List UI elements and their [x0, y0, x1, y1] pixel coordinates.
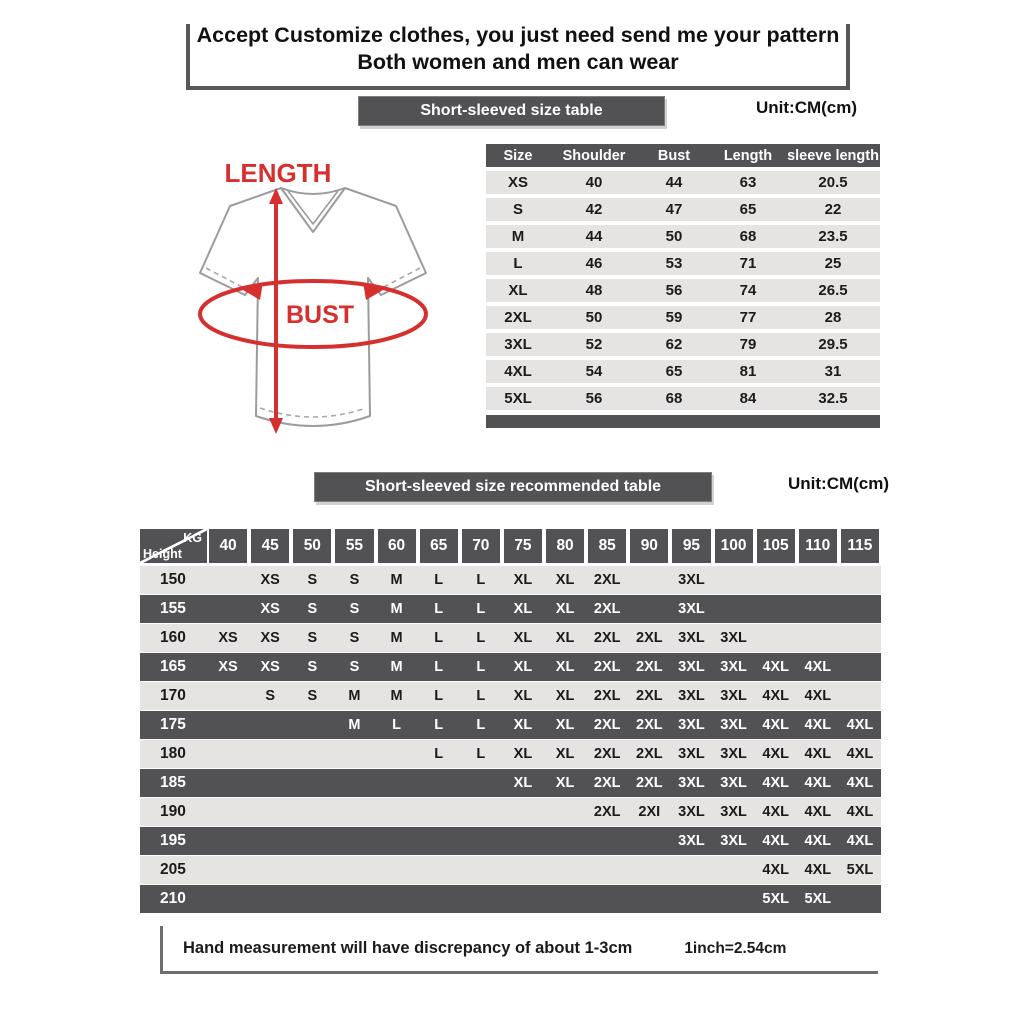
- size-table-row: [486, 198, 880, 221]
- recommended-size-cell: XL: [513, 717, 533, 733]
- recommended-size-cell: M: [390, 688, 403, 704]
- measurement-cell: 48: [550, 279, 638, 302]
- weight-column-header: 50: [293, 529, 331, 563]
- measurement-cell: 56: [638, 279, 710, 302]
- measurement-cell: 50: [638, 225, 710, 248]
- weight-column-header: 95: [672, 529, 710, 563]
- recommended-size-cell: 2XL: [636, 659, 663, 675]
- recommended-table-row: [140, 798, 881, 826]
- recommended-size-cell: 2XL: [636, 630, 663, 646]
- recommended-size-cell: 2XL: [636, 688, 663, 704]
- recommended-size-cell: 4XL: [804, 833, 832, 849]
- measurement-cell: 23.5: [786, 225, 880, 248]
- recommended-size-cell: L: [476, 572, 486, 588]
- size-table-body: [486, 171, 880, 410]
- measurement-cell: 42: [550, 198, 638, 221]
- recommended-table: [140, 529, 881, 914]
- recommended-size-cell: XS: [260, 630, 280, 646]
- recommended-size-cell: 4XL: [762, 717, 789, 733]
- recommended-size-cell: XS: [260, 659, 280, 675]
- measurement-cell: 28: [786, 306, 880, 329]
- recommended-size-cell: S: [307, 572, 318, 588]
- height-row-label: 150: [160, 571, 186, 588]
- weight-column-header: 65: [420, 529, 458, 563]
- recommended-size-cell: S: [349, 601, 360, 617]
- size-table-column-header: Bust: [638, 144, 710, 167]
- recommended-size-cell: 4XL: [846, 775, 874, 791]
- weight-column-header: 110: [799, 529, 837, 563]
- recommended-size-cell: 2XL: [593, 601, 621, 617]
- measurement-cell: 59: [638, 306, 710, 329]
- height-row-label: 175: [160, 716, 186, 733]
- size-table-bottom-bar: [486, 415, 880, 428]
- recommended-size-cell: L: [476, 630, 486, 646]
- recommended-size-cell: L: [434, 572, 444, 588]
- recommended-size-cell: 4XL: [762, 862, 789, 878]
- recommended-size-cell: XS: [260, 572, 280, 588]
- size-table-row: [486, 387, 880, 410]
- measurement-cell: 32.5: [786, 387, 880, 410]
- recommended-size-cell: 3XL: [678, 688, 705, 704]
- size-table: [486, 140, 880, 414]
- recommended-size-cell: 3XL: [678, 775, 705, 791]
- recommended-size-cell: 3XL: [720, 688, 747, 704]
- recommended-table-row: [140, 595, 881, 623]
- measurement-cell: 65: [710, 198, 786, 221]
- title-line-2: Both women and men can wear: [357, 50, 679, 74]
- recommended-size-cell: 4XL: [804, 746, 832, 762]
- recommended-size-cell: M: [348, 717, 361, 733]
- kg-height-corner-cell: [140, 529, 207, 563]
- measurement-cell: 22: [786, 198, 880, 221]
- inch-conversion-note: 1inch=2.54cm: [684, 939, 787, 957]
- height-row-label: 155: [160, 600, 186, 617]
- recommended-size-cell: 4XL: [804, 688, 832, 704]
- measurement-cell: 74: [710, 279, 786, 302]
- weight-column-header: 75: [504, 529, 542, 563]
- recommended-size-cell: 4XL: [762, 775, 789, 791]
- corner-kg-label: KG: [183, 531, 202, 545]
- weight-column-header: 60: [378, 529, 416, 563]
- recommended-size-cell: XL: [513, 746, 533, 762]
- size-table-column-header: Size: [486, 144, 550, 167]
- measurement-cell: 56: [550, 387, 638, 410]
- recommended-size-cell: XL: [555, 659, 575, 675]
- size-table-header-row: [486, 144, 880, 167]
- measurement-cell: 29.5: [786, 333, 880, 356]
- recommended-size-cell: 2XL: [636, 717, 663, 733]
- size-table-row: [486, 252, 880, 275]
- recommended-size-cell: XL: [555, 746, 575, 762]
- recommended-table-row: [140, 769, 881, 797]
- recommended-size-cell: 4XL: [846, 746, 874, 762]
- size-table-column-header: Shoulder: [550, 144, 638, 167]
- recommended-size-cell: S: [265, 688, 276, 704]
- size-table-unit: Unit:CM(cm): [756, 98, 858, 117]
- recommended-size-cell: 4XL: [762, 804, 789, 820]
- measurement-cell: 31: [786, 360, 880, 383]
- recommended-size-cell: 3XL: [678, 659, 705, 675]
- recommended-size-cell: 3XL: [678, 717, 705, 733]
- recommended-size-cell: L: [392, 717, 401, 733]
- recommended-table-row: [140, 653, 881, 681]
- recommended-size-cell: XL: [513, 659, 533, 675]
- recommended-size-cell: S: [349, 572, 360, 588]
- recommended-size-cell: 2XL: [593, 746, 621, 762]
- recommended-size-cell: XL: [555, 572, 575, 588]
- recommended-size-cell: 3XL: [678, 833, 705, 849]
- recommended-size-cell: XL: [513, 601, 533, 617]
- recommended-size-cell: S: [349, 630, 360, 646]
- size-name-cell: M: [486, 225, 550, 248]
- measurement-cell: 25: [786, 252, 880, 275]
- recommended-size-cell: 3XL: [720, 833, 747, 849]
- height-row-label: 185: [160, 774, 186, 791]
- recommended-size-cell: 2XL: [593, 717, 621, 733]
- recommended-size-cell: XL: [513, 572, 533, 588]
- size-name-cell: 5XL: [486, 387, 550, 410]
- measurement-cell: 63: [710, 171, 786, 194]
- size-table-column-header: Length: [710, 144, 786, 167]
- length-arrowhead-bottom: [269, 418, 283, 434]
- recommended-size-cell: 4XL: [846, 833, 874, 849]
- recommended-size-cell: 3XL: [720, 717, 747, 733]
- recommended-size-cell: S: [349, 659, 360, 675]
- recommended-size-cell: XL: [513, 630, 533, 646]
- recommended-size-cell: 3XL: [720, 659, 747, 675]
- recommended-size-cell: 3XL: [720, 804, 747, 820]
- recommended-size-cell: M: [390, 659, 403, 675]
- size-table-row: [486, 225, 880, 248]
- recommended-size-cell: XS: [260, 601, 280, 617]
- title-line-1: Accept Customize clothes, you just need send me your pattern: [196, 23, 840, 47]
- measurement-cell: 65: [638, 360, 710, 383]
- corner-height-label: Height: [143, 547, 182, 561]
- measurement-cell: 68: [710, 225, 786, 248]
- size-table-column-header: sleeve length: [786, 144, 880, 167]
- recommended-size-cell: M: [390, 572, 403, 588]
- recommended-size-cell: M: [348, 688, 361, 704]
- size-name-cell: 4XL: [486, 360, 550, 383]
- bust-label: BUST: [285, 301, 355, 329]
- recommended-size-cell: L: [434, 630, 444, 646]
- recommended-size-cell: XS: [218, 659, 238, 675]
- recommended-size-cell: 3XL: [678, 572, 705, 588]
- height-row-label: 180: [160, 745, 186, 762]
- recommended-size-cell: 5XL: [846, 862, 874, 878]
- recommended-size-cell: M: [390, 601, 403, 617]
- measurement-cell: 50: [550, 306, 638, 329]
- size-name-cell: S: [486, 198, 550, 221]
- recommended-size-cell: XL: [555, 717, 575, 733]
- size-table-heading: Short-sleeved size table: [358, 96, 665, 126]
- measurement-cell: 84: [710, 387, 786, 410]
- recommended-size-cell: 4XL: [804, 659, 832, 675]
- recommended-size-cell: L: [434, 717, 444, 733]
- recommended-table-heading: Short-sleeved size recommended table: [314, 472, 712, 502]
- size-name-cell: L: [486, 252, 550, 275]
- measurement-cell: 81: [710, 360, 786, 383]
- size-name-cell: 3XL: [486, 333, 550, 356]
- recommended-size-cell: XL: [555, 775, 575, 791]
- measurement-note: Hand measurement will have discrepancy of about 1-3cm: [183, 939, 633, 957]
- recommended-size-cell: 4XL: [846, 717, 874, 733]
- measurement-cell: 79: [710, 333, 786, 356]
- recommended-size-cell: 4XL: [804, 775, 832, 791]
- recommended-table-body: [140, 566, 881, 913]
- measurement-cell: 20.5: [786, 171, 880, 194]
- measurement-cell: 77: [710, 306, 786, 329]
- measurement-cell: 40: [550, 171, 638, 194]
- recommended-table-row: [140, 740, 881, 768]
- measurement-cell: 44: [550, 225, 638, 248]
- size-table-row: [486, 279, 880, 302]
- recommended-size-cell: 5XL: [762, 891, 789, 907]
- recommended-size-cell: 3XL: [720, 630, 747, 646]
- height-row-label: 195: [160, 832, 186, 849]
- recommended-size-cell: 4XL: [762, 688, 789, 704]
- recommended-size-cell: 4XL: [846, 804, 874, 820]
- recommended-size-cell: L: [476, 717, 486, 733]
- recommended-size-cell: 3XL: [678, 630, 705, 646]
- recommended-size-cell: 3XL: [678, 746, 705, 762]
- recommended-size-cell: L: [476, 688, 486, 704]
- measurement-cell: 54: [550, 360, 638, 383]
- recommended-size-cell: 4XL: [804, 804, 832, 820]
- recommended-size-cell: L: [476, 601, 486, 617]
- recommended-size-cell: XL: [513, 688, 533, 704]
- size-name-cell: 2XL: [486, 306, 550, 329]
- recommended-table-row: [140, 711, 881, 739]
- size-table-section: [486, 140, 880, 428]
- recommended-size-cell: 4XL: [762, 659, 789, 675]
- recommended-size-cell: 3XL: [678, 601, 705, 617]
- size-name-cell: XL: [486, 279, 550, 302]
- height-row-label: 165: [160, 658, 186, 675]
- weight-column-header: 100: [715, 529, 753, 563]
- height-row-label: 210: [160, 890, 186, 907]
- measurement-cell: 47: [638, 198, 710, 221]
- height-row-label: 190: [160, 803, 186, 820]
- measurement-cell: 44: [638, 171, 710, 194]
- recommended-table-row: [140, 682, 881, 710]
- page-title: [190, 22, 846, 76]
- height-row-label: 160: [160, 629, 186, 646]
- recommended-size-cell: L: [434, 659, 444, 675]
- recommended-size-cell: 4XL: [762, 833, 789, 849]
- size-table-row: [486, 333, 880, 356]
- measurement-cell: 62: [638, 333, 710, 356]
- length-label: LENGTH: [224, 158, 332, 188]
- weight-column-header: 80: [546, 529, 584, 563]
- recommended-size-cell: M: [390, 630, 403, 646]
- weight-column-header: 85: [588, 529, 626, 563]
- recommended-size-cell: L: [476, 659, 486, 675]
- recommended-size-cell: 2XL: [593, 804, 621, 820]
- size-table-row: [486, 171, 880, 194]
- recommended-size-cell: 3XL: [720, 775, 747, 791]
- measurement-cell: 52: [550, 333, 638, 356]
- measurement-cell: 26.5: [786, 279, 880, 302]
- recommended-size-cell: XL: [555, 601, 575, 617]
- title-bracket-frame: [186, 24, 850, 90]
- measurement-cell: 71: [710, 252, 786, 275]
- weight-column-header: 55: [335, 529, 373, 563]
- recommended-size-cell: 3XL: [678, 804, 705, 820]
- recommended-table-unit: Unit:CM(cm): [788, 474, 890, 493]
- recommended-table-row: [140, 856, 881, 884]
- recommended-size-cell: 2XL: [636, 775, 663, 791]
- recommended-size-cell: 3XL: [720, 746, 747, 762]
- recommended-size-cell: 2XL: [636, 746, 663, 762]
- recommended-size-cell: L: [434, 601, 444, 617]
- weight-column-header: 70: [462, 529, 500, 563]
- recommended-size-cell: 2XL: [593, 659, 621, 675]
- recommended-size-cell: S: [307, 630, 318, 646]
- height-row-label: 170: [160, 687, 186, 704]
- recommended-size-cell: 5XL: [804, 891, 832, 907]
- footer-note-frame: [160, 926, 878, 974]
- recommended-table-row: [140, 827, 881, 855]
- recommended-size-cell: L: [434, 746, 444, 762]
- recommended-size-cell: XL: [513, 775, 533, 791]
- recommended-table-row: [140, 885, 881, 913]
- recommended-size-cell: 2XL: [593, 775, 621, 791]
- size-name-cell: XS: [486, 171, 550, 194]
- weight-column-header: 115: [841, 529, 879, 563]
- recommended-size-cell: S: [307, 659, 318, 675]
- recommended-size-cell: 2XL: [593, 688, 621, 704]
- recommended-size-cell: 4XL: [804, 717, 832, 733]
- recommended-table-row: [140, 566, 881, 594]
- measurement-cell: 53: [638, 252, 710, 275]
- recommended-table-header-row: [140, 529, 881, 563]
- height-row-label: 205: [160, 861, 186, 878]
- recommended-size-cell: 2XL: [593, 630, 621, 646]
- tshirt-measurement-diagram: [148, 138, 480, 446]
- recommended-size-cell: XL: [555, 630, 575, 646]
- weight-column-header: 40: [209, 529, 247, 563]
- recommended-size-cell: 4XL: [762, 746, 789, 762]
- recommended-size-cell: XS: [218, 630, 238, 646]
- weight-column-header: 45: [251, 529, 289, 563]
- measurement-cell: 68: [638, 387, 710, 410]
- measurement-cell: 46: [550, 252, 638, 275]
- recommended-size-cell: 4XL: [804, 862, 832, 878]
- recommended-size-cell: 2XL: [593, 572, 621, 588]
- recommended-size-cell: 2XI: [638, 804, 661, 820]
- recommended-size-cell: S: [307, 601, 318, 617]
- weight-column-header: 90: [630, 529, 668, 563]
- recommended-table-row: [140, 624, 881, 652]
- recommended-size-cell: L: [434, 688, 444, 704]
- recommended-size-cell: XL: [555, 688, 575, 704]
- recommended-size-cell: L: [476, 746, 486, 762]
- size-table-row: [486, 360, 880, 383]
- weight-column-header: 105: [757, 529, 795, 563]
- recommended-size-cell: S: [307, 688, 318, 704]
- size-table-row: [486, 306, 880, 329]
